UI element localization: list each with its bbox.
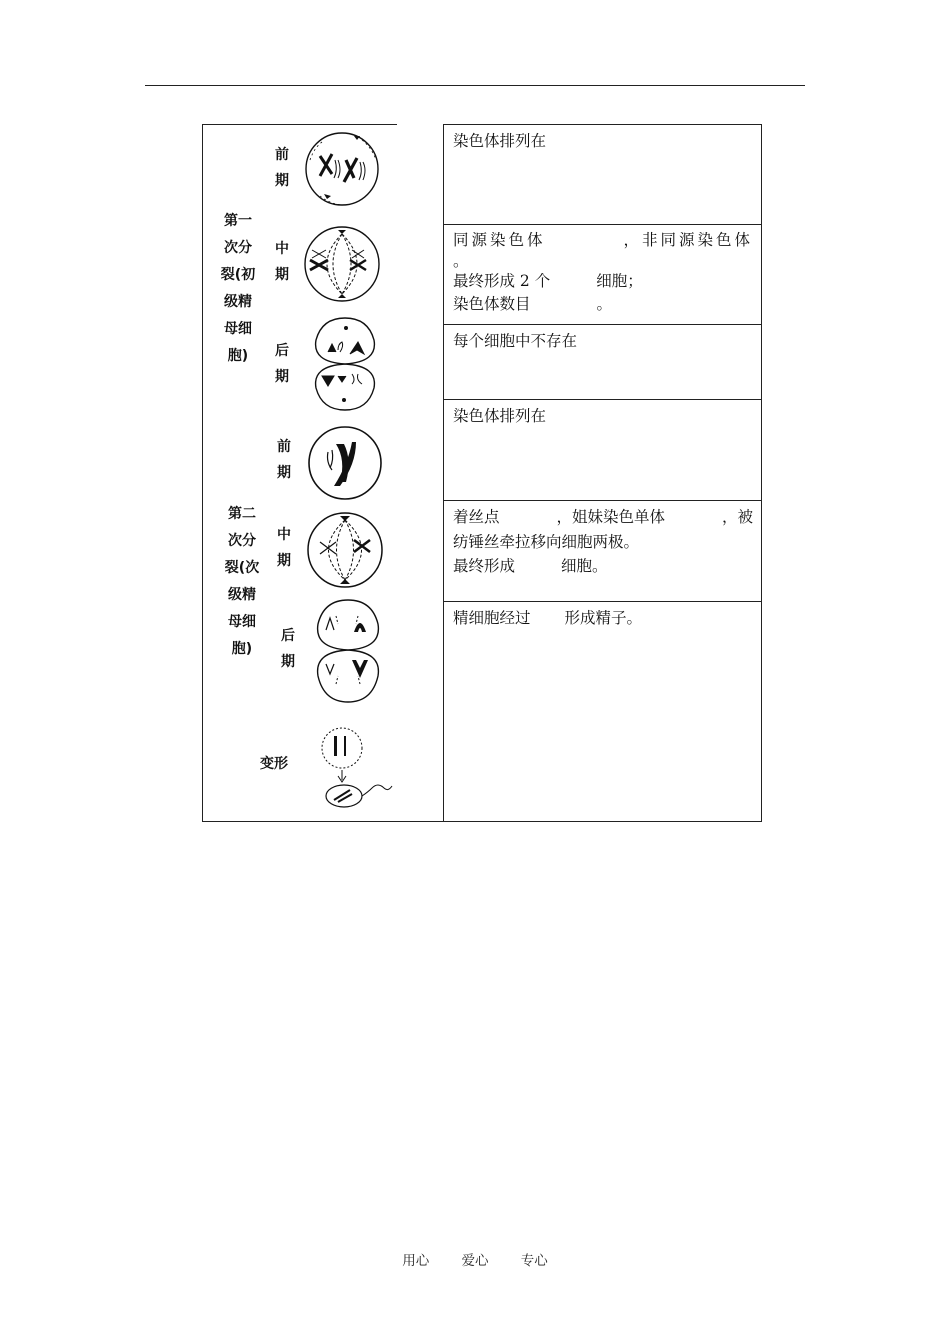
cell-m2-metaphase: 着丝点 ，姐妹染色单体 ，被 纺锤丝牵拉移向细胞两极。 最终形成 细胞。 bbox=[443, 500, 762, 602]
transformation-figure bbox=[320, 720, 400, 812]
cell-m1-anaphase: 每个细胞中不存在 bbox=[443, 324, 762, 400]
cell-m2-prophase: 染色体排列在 bbox=[443, 399, 762, 501]
m1-prophase-figure bbox=[302, 130, 382, 208]
cell-m1-metaphase: 同源染色体 ，非同源染色体 。 最终形成 2 个 细胞； 染色体数目 。 bbox=[443, 224, 762, 325]
m2-metaphase-figure bbox=[306, 510, 384, 590]
meiosis-table bbox=[202, 124, 762, 822]
m1-metaphase-figure bbox=[302, 224, 382, 304]
m2-prophase-label: 前 期 bbox=[277, 439, 291, 481]
description-column bbox=[443, 124, 762, 822]
cell-m1-prophase: 染色体排列在 bbox=[443, 124, 762, 225]
transform-label: 变形 bbox=[260, 756, 288, 772]
m1-anaphase-label: 后 期 bbox=[275, 343, 289, 385]
m1-metaphase-label: 中 期 bbox=[275, 241, 289, 283]
m1-anaphase-figure bbox=[310, 314, 380, 414]
m2-anaphase-figure bbox=[312, 596, 384, 706]
m2-metaphase-label: 中 期 bbox=[277, 527, 291, 569]
m1-prophase-label: 前 期 bbox=[275, 147, 289, 189]
m2-anaphase-label: 后 期 bbox=[281, 628, 295, 670]
figure-column bbox=[202, 124, 443, 822]
m2-prophase-figure bbox=[306, 424, 384, 502]
cell-transformation: 精细胞经过 形成精子。 bbox=[443, 601, 762, 822]
page-footer: 用心 爱心 专心 bbox=[402, 1253, 548, 1269]
header-rule bbox=[145, 85, 805, 86]
meiosis1-label: 第一 次分 裂(初 级精 母细 胞) bbox=[220, 213, 256, 364]
meiosis2-label: 第二 次分 裂(次 级精 母细 胞) bbox=[224, 506, 260, 657]
